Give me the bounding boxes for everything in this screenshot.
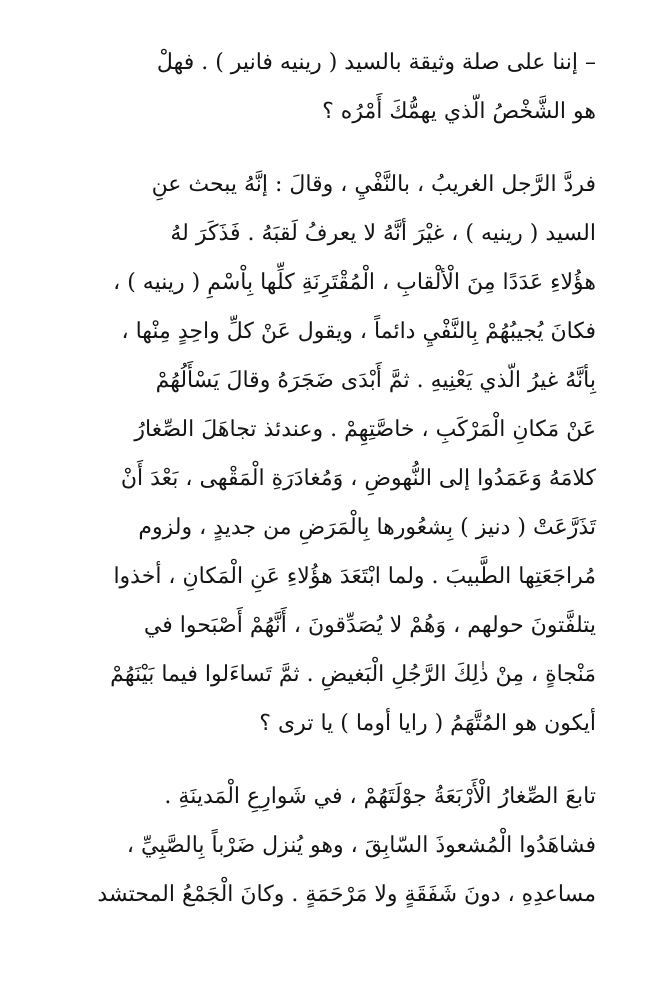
text-line: – إننا على صلة وثيقة بالسيد ( رينيه فانير ) . فهلْ (156, 50, 596, 75)
text-line: فكانَ يُجيبُهُمْ بِالنَّفْيِ دائماً ، ويقول عَنْ كلِّ واحِدٍ مِنْها ، (121, 319, 596, 344)
paragraph-1 (54, 38, 596, 136)
text-line: السيد ( رينيه ) ، غيْرَ أنَّهُ لا يعرفُ لَقبَهُ . فَذَكَرَ لهُ (170, 221, 596, 246)
text-line: هؤُلاءِ عَدَدًا مِنَ الْألْقابِ ، الْمُقْتَرِنَةِ كلِّها بِاْسْمِ ( رينيه ) ، (113, 270, 596, 295)
paragraph-3 (54, 772, 596, 919)
text-line: بِأنَّهُ غيرُ الّذي يَعْنِيهِ . ثمَّ أَبْدَى ضَجَرَهُ وقالَ يَسْأَلُهُمْ (155, 368, 596, 393)
book-page (54, 38, 596, 980)
text-line: أيكون هو المُتَّهَمُ ( رايا أوما ) يا ترى ؟ (259, 711, 596, 736)
text-line: عَنْ مَكانِ الْمَرْكَبِ ، خاصَّتِهِمْ . وعندئذ تجاهَلَ الصِّغارُ (134, 417, 596, 442)
text-line: تَذَرَّعَتْ ( دنيز ) بِشعُورها بِالْمَرَضِ من جديدٍ ، ولزوم (138, 515, 596, 540)
text-line: هو الشَّخْصُ الّذي يهمُّكَ أَمْرُه ؟ (322, 99, 596, 124)
text-line: فردَّ الرَّجل الغريبُ ، بالنَّفْيِ ، وقالَ : إنَّهُ يبحث عنِ (151, 172, 596, 197)
text-line: مُراجَعَتِها الطَّبيبَ . ولما ابْتَعَدَ هؤُلاءِ عَنِ الْمَكانِ ، أخذوا (113, 564, 596, 589)
text-line: تابعَ الصِّغارُ الْأَرْبَعَةُ جوْلَتَهُمْ ، في شَوارِعِ الْمَدينَةِ . (164, 784, 596, 809)
text-line: مَنْجاةٍ ، مِنْ ذٰلِكَ الرَّجُلِ الْبَغيضِ . ثمَّ تَساءَلوا فيما بَيْنَهُمْ (110, 662, 596, 687)
text-line: يتلفَّتونَ حولهم ، وَهُمْ لا يُصَدِّقونَ ، أَنَّهُمْ أَصْبَحوا في (143, 613, 596, 638)
text-line: كلامَهُ وَعَمَدُوا إلى النُّهوضِ ، وَمُغادَرَةِ الْمَقْهى ، بَعْدَ أَنْ (120, 466, 596, 491)
text-line: مساعدِهِ ، دونَ شَفَقَةٍ ولا مَرْحَمَةٍ . وكانَ الْجَمْعُ المحتشد (97, 882, 596, 907)
text-line: فشاهَدُوا الْمُشعوذَ السّابِقَ ، وهو يُنزل ضَرْباً بِالصَّبِيِّ ، (126, 833, 596, 858)
paragraph-2 (54, 160, 596, 748)
